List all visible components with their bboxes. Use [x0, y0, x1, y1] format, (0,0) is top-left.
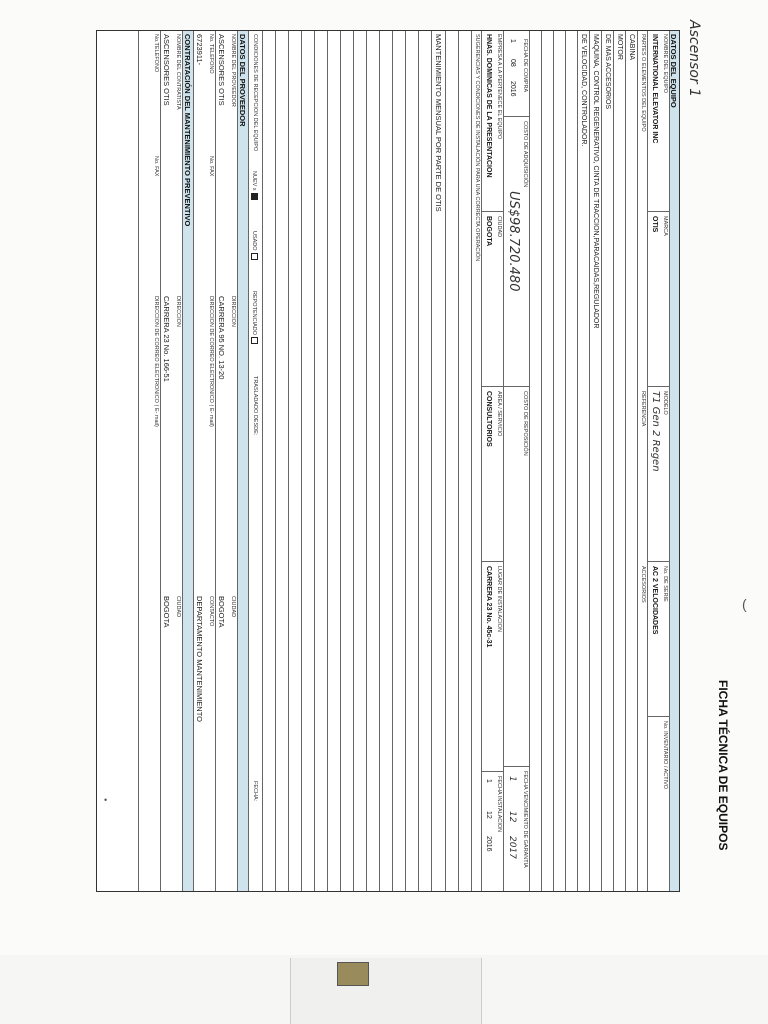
value-ciudad-contratista: BOGOTA	[162, 596, 171, 628]
label-condiciones: CONDICIONES DE RECEPCION DEL EQUIPO	[252, 34, 258, 152]
label-nombre-contratista: NOMBRE DEL CONTRATISTA	[175, 34, 181, 110]
value-nombre-equipo: INTERNATIONAL ELEVATOR INC	[651, 34, 658, 144]
label-usado: USADO	[251, 231, 258, 251]
label-ciudad-empresa: CIUDAD	[496, 216, 502, 238]
film-stamp-icon	[337, 962, 369, 986]
label-ciudad-proveedor: CIUDAD	[230, 596, 236, 618]
row-proveedor	[215, 31, 237, 891]
row-blank	[445, 31, 458, 891]
label-fax-contratista: No. FAX	[153, 156, 159, 177]
row-blank-bottom	[97, 31, 138, 891]
row-blank	[553, 31, 565, 891]
form-rotated-content	[97, 31, 679, 891]
row-blank	[288, 31, 301, 891]
row-empresa	[481, 31, 503, 891]
row-parte-5	[577, 31, 589, 891]
label-modelo: MODELO	[662, 391, 668, 415]
inst-dia: 1	[485, 779, 492, 783]
row-blank	[529, 31, 541, 891]
parte-item: CABINA	[628, 34, 635, 61]
value-ciudad-empresa: BOGOTA	[485, 216, 492, 247]
compra-mes: 08	[509, 59, 516, 67]
label-nombre-equipo: NOMBRE DEL EQUIPO	[662, 34, 668, 94]
value-nombre-contratista: ASCENSORES OTIS	[162, 34, 171, 106]
label-serie: No. DE SERIE	[662, 566, 668, 602]
handwritten-note: Ascensor 1	[686, 20, 702, 98]
row-nombre-equipo	[647, 31, 669, 891]
mantenimiento-note: MANTENIMIENTO MENSUAL POR PARTE DE OTIS	[434, 34, 443, 212]
row-blank	[541, 31, 553, 891]
section-title-proveedor: DATOS DEL PROVEEDOR	[238, 34, 247, 127]
row-compra	[503, 31, 529, 891]
label-email-proveedor: DIRECCION DE CORREO ELECTRONICO ( E- mail)	[208, 296, 214, 427]
row-parte-2	[613, 31, 625, 891]
label-nuevo: NUEV x	[251, 171, 258, 191]
section-title-contratista: CONTRATACIÓN DEL MANTENIMIENTO PREVENTIVO	[183, 34, 192, 227]
row-blank	[262, 31, 275, 891]
compra-anio: 2016	[509, 81, 516, 97]
label-area: AREA / SERVICIO	[496, 391, 502, 437]
parte-item: DE VELOCIDAD, CONTROLADOR.	[580, 34, 587, 147]
parte-item: MOTOR	[616, 34, 623, 60]
compra-dia: 1	[509, 39, 516, 43]
value-direccion-proveedor: CARRERA 95 NO. 13-20	[217, 296, 226, 380]
row-blank	[314, 31, 327, 891]
row-blank	[565, 31, 577, 891]
inst-mes: 12	[485, 811, 492, 819]
value-serie: AC 2 VELOCIDADES	[651, 566, 658, 635]
label-lugar: LUGAR DE INSTALACION	[496, 566, 502, 632]
label-instalacion: FECHA INSTALACION	[496, 776, 502, 833]
row-blank	[366, 31, 379, 891]
value-costo-adq: US$98.720.480	[506, 191, 521, 292]
label-repotenciado: REPOTENCIADO	[251, 291, 258, 336]
parte-item: MAQUINA, CONTROL REGENERATIVO, CINTA DE TRACCION,PARACAIDAS,REGULADOR	[592, 34, 599, 329]
label-accesorios: ACCESORIOS	[640, 566, 646, 603]
check-icon	[251, 193, 258, 200]
row-blank	[353, 31, 366, 891]
row-parte-4	[589, 31, 601, 891]
row-proveedor-contacto	[193, 31, 215, 891]
scanner-tape-strip	[290, 958, 482, 1024]
parte-item: DE MAS ACCESORIOS	[604, 34, 611, 110]
row-contratista-contacto	[138, 31, 160, 891]
value-telefono-proveedor: 6723911-	[195, 34, 204, 66]
row-partes-header	[637, 31, 647, 891]
label-direccion-proveedor: DIRECCION	[230, 296, 236, 327]
empty-box-icon	[251, 337, 258, 344]
row-blank	[327, 31, 340, 891]
label-fecha: FECHA:	[252, 781, 258, 802]
value-contacto: DEPARTAMENTO MANTENIMIENTO	[195, 596, 204, 722]
label-direccion-contratista: DIRECCION	[175, 296, 181, 327]
value-lugar: CARRERA 23 No. 45c-31	[485, 566, 492, 648]
label-email-contratista: DIRECCION DE CORREO ELECTRONICO ( E- mail)	[153, 296, 159, 427]
section-band-contratista	[182, 31, 193, 891]
section-band-equipo	[669, 31, 679, 891]
row-blank	[405, 31, 418, 891]
page-title: FICHA TÉCNICA DE EQUIPOS	[716, 680, 730, 851]
garantia-dia: 1	[507, 776, 517, 782]
label-fecha-compra: FECHA DE COMPRA	[522, 39, 528, 93]
section-title-equipo: DATOS DEL EQUIPO	[669, 34, 678, 108]
row-sugerencias	[471, 31, 481, 891]
empty-box-icon	[251, 253, 258, 260]
label-telefono-proveedor: No. TELEFONO	[208, 34, 214, 74]
row-parte-3	[601, 31, 613, 891]
label-telefono-contratista: No.TELEFONO	[153, 34, 159, 73]
label-nombre-proveedor: NOMBRE DEL PROVEEDOR	[230, 34, 236, 107]
value-direccion-contratista: CARRERA 23 No. 166-51	[162, 296, 171, 382]
row-blank	[301, 31, 314, 891]
label-marca: MARCA	[662, 216, 668, 236]
row-blank	[379, 31, 392, 891]
value-modelo: T1 Gen 2 Regen	[650, 391, 661, 472]
row-blank	[458, 31, 471, 891]
checkbox-repotenciado[interactable]	[251, 291, 258, 344]
ink-dot-icon: •	[104, 795, 108, 805]
row-contratista	[160, 31, 182, 891]
section-band-proveedor	[237, 31, 248, 891]
label-referencia: REFERENCIA	[640, 391, 646, 427]
row-blank	[418, 31, 431, 891]
label-costo-rep: COSTO DE REPOSICIÓN	[522, 391, 528, 456]
row-mantenimiento	[431, 31, 445, 891]
label-garantia: FECHA VENCIMIENTO DE GARANTIA	[522, 771, 528, 868]
staple-mark-icon: (	[742, 596, 747, 612]
label-costo-adq: COSTO DE ADQUISICIÓN	[522, 121, 528, 188]
garantia-anio: 2017	[507, 836, 517, 859]
label-partes: PARTES O ELEMENTOS DEL EQUIPO	[640, 34, 646, 132]
garantia-mes: 12	[507, 811, 517, 823]
row-parte-1	[625, 31, 637, 891]
label-trasladado: TRASLADADO DESDE:	[252, 376, 258, 436]
label-contacto: CONTACTO	[208, 596, 214, 627]
value-nombre-proveedor: ASCENSORES OTIS	[217, 34, 226, 106]
row-condiciones	[248, 31, 262, 891]
row-blank	[340, 31, 353, 891]
label-empresa: EMPRESA A LA PERTENECE EL EQUIPO	[496, 34, 502, 140]
checkbox-usado[interactable]	[251, 231, 258, 260]
label-fax-proveedor: No. FAX	[208, 156, 214, 177]
inst-anio: 2016	[485, 836, 492, 852]
equipment-form	[96, 30, 680, 892]
row-blank	[275, 31, 288, 891]
label-ciudad-contratista: CIUDAD	[175, 596, 181, 618]
label-sugerencias: SUGERENCIAS Y CONDICIONES DE INSTALACIÓN PARA UNA CORRECTA OPERACIÓN	[474, 34, 480, 262]
value-marca: OTIS	[651, 216, 658, 233]
value-area: CONSULTORIOS	[485, 391, 492, 447]
label-inventario: No. INVENTARIO / ACTIVO	[662, 721, 668, 790]
value-empresa: HNAS. DOMINICAS DE LA PRESENTACION	[485, 34, 492, 178]
value-ciudad-proveedor: BOGOTA	[217, 596, 226, 628]
checkbox-nuevo[interactable]	[251, 171, 258, 200]
row-blank	[392, 31, 405, 891]
